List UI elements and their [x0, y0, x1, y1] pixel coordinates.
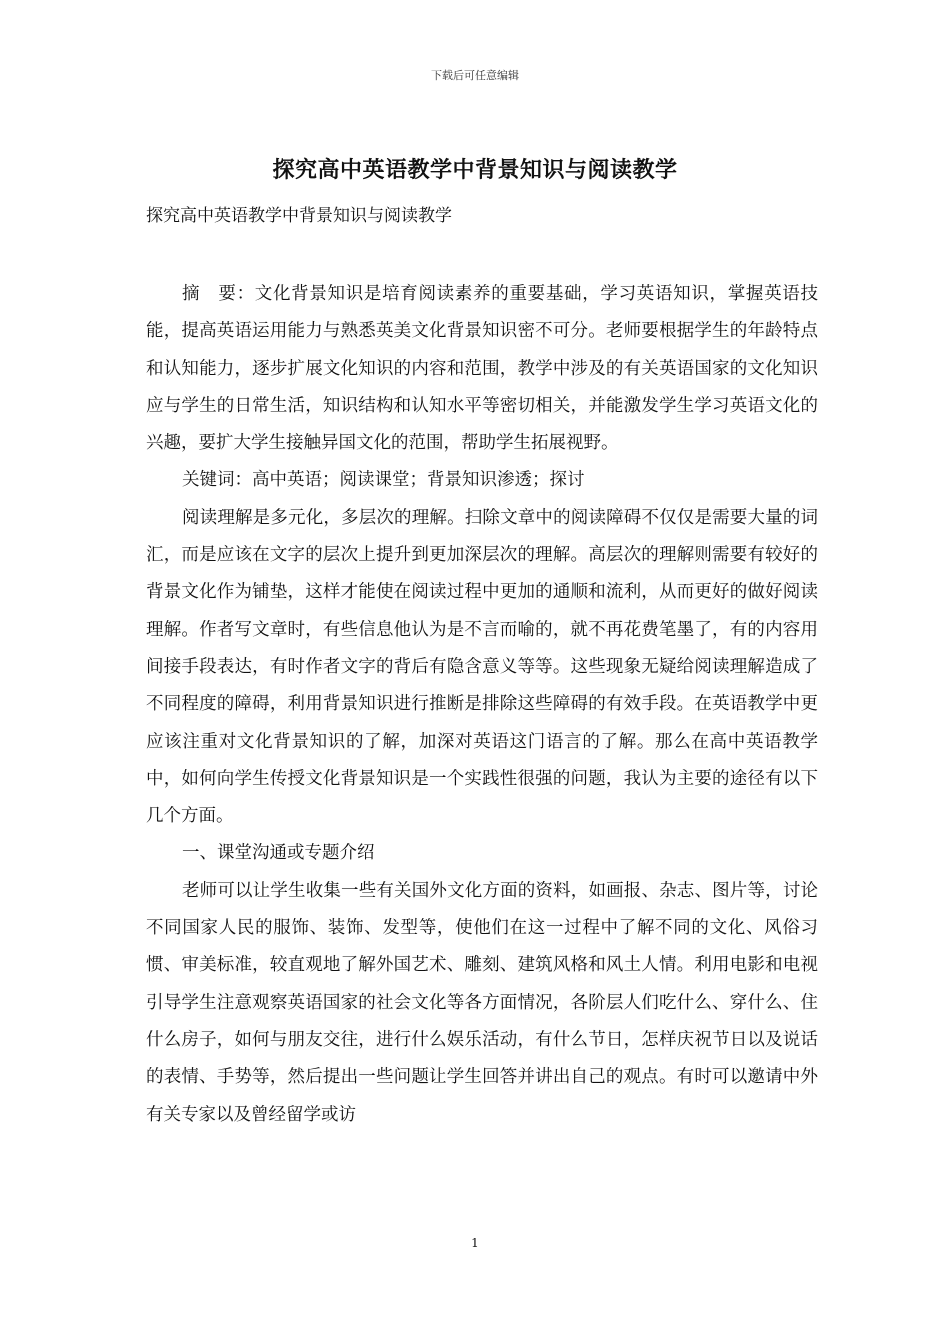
document-body	[146, 276, 818, 1134]
abstract-paragraph: 摘 要：文化背景知识是培育阅读素养的重要基础，学习英语知识，掌握英语技能，提高英语运用能力与熟悉英美文化背景知识密不可分。老师要根据学生的年龄特点和认知能力，逐步扩展文化知识的内容和范围，教学中涉及的有关英语国家的文化知识应与学生的日常生活，知识结构和认知水平等密切相关，并能激发学生学习英语文化的兴趣，要扩大学生接触异国文化的范围，帮助学生拓展视野。	[146, 284, 818, 454]
intro-paragraph: 阅读理解是多元化，多层次的理解。扫除文章中的阅读障碍不仅仅是需要大量的词汇，而是应该在文字的层次上提升到更加深层次的理解。高层次的理解则需要有较好的背景文化作为铺垫，这样才能使在阅读过程中更加的通顺和流利，从而更好的做好阅读理解。作者写文章时，有些信息他认为是不言而喻的，就不再花费笔墨了，有的内容用间接手段表达，有时作者文字的背后有隐含意义等等。这些现象无疑给阅读理解造成了不同程度的障碍，利用背景知识进行推断是排除这些障碍的有效手段。在英语教学中更应该注重对文化背景知识的了解，加深对英语这门语言的了解。那么在高中英语教学中，如何向学生传授文化背景知识是一个实践性很强的问题，我认为主要的途径有以下几个方面。	[146, 507, 818, 827]
document-subtitle: 探究高中英语教学中背景知识与阅读教学	[146, 206, 452, 226]
section-paragraph: 老师可以让学生收集一些有关国外文化方面的资料，如画报、杂志、图片等，讨论不同国家人民的服饰、装饰、发型等，使他们在这一过程中了解不同的文化、风俗习惯、审美标准，较直观地了解外国艺术、雕刻、建筑风格和风土人情。利用电影和电视引导学生注意观察英语国家的社会文化等各方面情况，各阶层人们吃什么、穿什么、住什么房子，如何与朋友交往，进行什么娱乐活动，有什么节日，怎样庆祝节日以及说话的表情、手势等，然后提出一些问题让学生回答并讲出自己的观点。有时可以邀请中外有关专家以及曾经留学或访	[146, 880, 818, 1125]
header-note: 下载后可任意编辑	[431, 69, 519, 82]
document-title: 探究高中英语教学中背景知识与阅读教学	[272, 157, 678, 183]
section-heading: 一、课堂沟通或专题介绍	[182, 843, 375, 864]
page-number: 1	[471, 1236, 479, 1250]
keywords-paragraph: 关键词：高中英语；阅读课堂；背景知识渗透；探讨	[182, 470, 585, 491]
